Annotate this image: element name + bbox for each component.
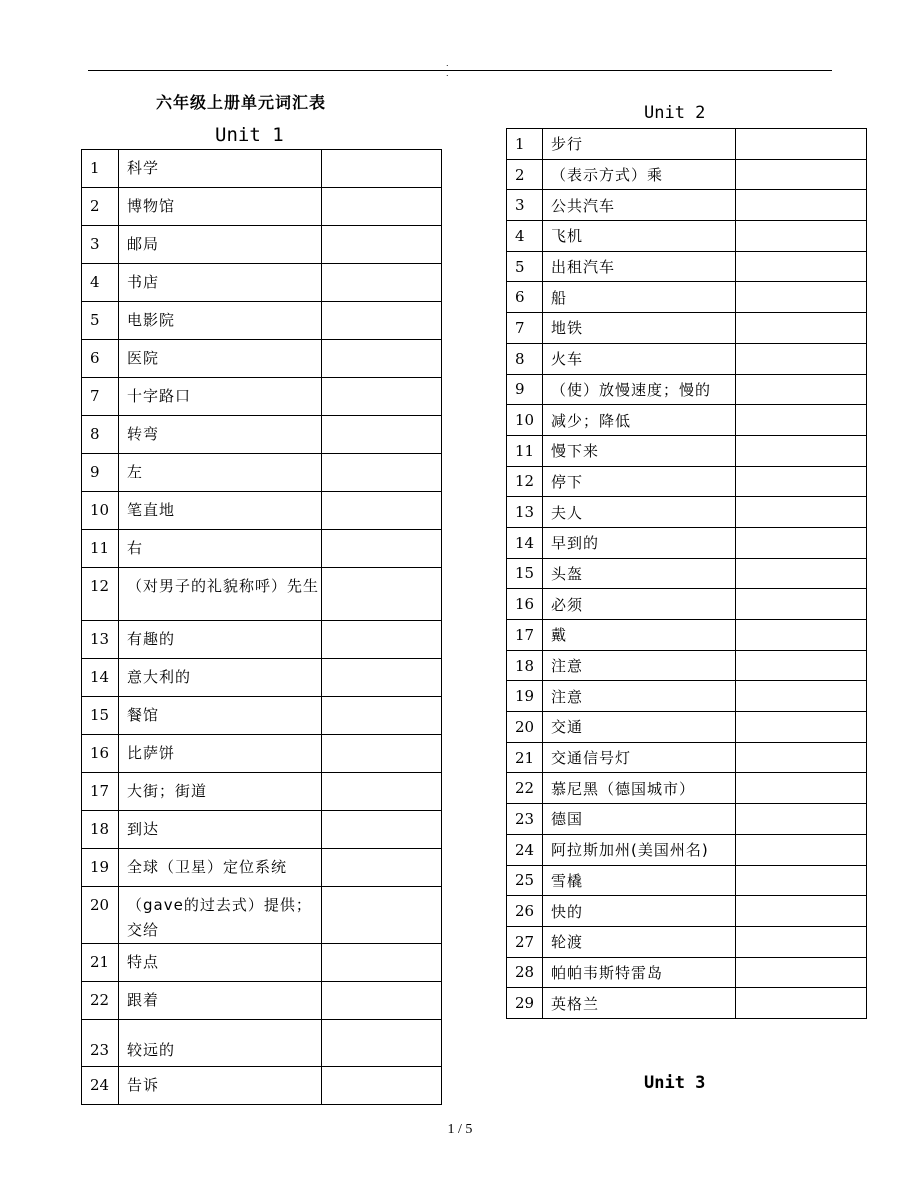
table-row — [507, 435, 867, 466]
answer-blank[interactable] — [322, 340, 442, 378]
row-number: 24 — [82, 1067, 119, 1105]
answer-blank[interactable] — [322, 492, 442, 530]
answer-blank[interactable] — [322, 226, 442, 264]
vocab-word: 阿拉斯加州(美国州名) — [543, 834, 736, 865]
row-number: 13 — [507, 497, 543, 528]
table-row — [82, 621, 442, 659]
answer-blank[interactable] — [736, 650, 867, 681]
row-number: 16 — [82, 735, 119, 773]
table-row — [82, 697, 442, 735]
table-row — [82, 773, 442, 811]
answer-blank[interactable] — [322, 378, 442, 416]
row-number: 7 — [82, 378, 119, 416]
vocab-word: 船 — [543, 282, 736, 313]
answer-blank[interactable] — [322, 887, 442, 944]
vocab-word: 必须 — [543, 589, 736, 620]
table-row — [507, 405, 867, 436]
document-title: 六年级上册单元词汇表 — [156, 93, 327, 112]
row-number: 20 — [507, 712, 543, 743]
table-row — [82, 811, 442, 849]
vocab-word: 火车 — [543, 343, 736, 374]
answer-blank[interactable] — [736, 804, 867, 835]
answer-blank[interactable] — [322, 659, 442, 697]
row-number: 1 — [507, 129, 543, 160]
vocab-word: 餐馆 — [119, 697, 322, 735]
vocab-word: 意大利的 — [119, 659, 322, 697]
row-number: 3 — [507, 190, 543, 221]
table-row — [507, 896, 867, 927]
vocab-word: 笔直地 — [119, 492, 322, 530]
table-row — [507, 620, 867, 651]
answer-blank[interactable] — [322, 454, 442, 492]
answer-blank[interactable] — [736, 558, 867, 589]
row-number: 15 — [82, 697, 119, 735]
answer-blank[interactable] — [322, 697, 442, 735]
table-row — [507, 343, 867, 374]
row-number: 9 — [507, 374, 543, 405]
answer-blank[interactable] — [736, 466, 867, 497]
row-number: 17 — [82, 773, 119, 811]
vocab-word: （使）放慢速度；慢的 — [543, 374, 736, 405]
vocab-word: 十字路口 — [119, 378, 322, 416]
vocab-word: 快的 — [543, 896, 736, 927]
table-row — [82, 659, 442, 697]
vocab-word: 早到的 — [543, 527, 736, 558]
vocab-word: 注意 — [543, 650, 736, 681]
vocab-word: 转弯 — [119, 416, 322, 454]
answer-blank[interactable] — [322, 1020, 442, 1067]
answer-blank[interactable] — [736, 589, 867, 620]
answer-blank[interactable] — [322, 150, 442, 188]
row-number: 11 — [82, 530, 119, 568]
row-number: 16 — [507, 589, 543, 620]
vocab-word: 慕尼黑（德国城市） — [543, 773, 736, 804]
table-row — [507, 190, 867, 221]
answer-blank[interactable] — [322, 735, 442, 773]
answer-blank[interactable] — [322, 568, 442, 621]
answer-blank[interactable] — [736, 251, 867, 282]
row-number: 20 — [82, 887, 119, 944]
row-number: 18 — [507, 650, 543, 681]
table-row — [507, 804, 867, 835]
vocab-word: 英格兰 — [543, 988, 736, 1019]
vocab-word: 特点 — [119, 944, 322, 982]
row-number: 4 — [82, 264, 119, 302]
table-row — [507, 988, 867, 1019]
table-row — [507, 374, 867, 405]
table-row — [507, 527, 867, 558]
vocab-word: 公共汽车 — [543, 190, 736, 221]
table-row — [82, 887, 442, 944]
table-row — [82, 735, 442, 773]
answer-blank[interactable] — [736, 896, 867, 927]
row-number: 24 — [507, 834, 543, 865]
vocab-word: 德国 — [543, 804, 736, 835]
answer-blank[interactable] — [736, 988, 867, 1019]
table-row — [82, 416, 442, 454]
vocab-word: 停下 — [543, 466, 736, 497]
unit2-title: Unit 2 — [644, 103, 706, 123]
row-number: 22 — [82, 982, 119, 1020]
vocab-word: 左 — [119, 454, 322, 492]
table-row — [507, 773, 867, 804]
row-number: 18 — [82, 811, 119, 849]
table-row — [507, 681, 867, 712]
answer-blank[interactable] — [322, 1067, 442, 1105]
vocab-word: 轮渡 — [543, 926, 736, 957]
row-number: 6 — [507, 282, 543, 313]
vocab-word: 书店 — [119, 264, 322, 302]
table-row — [507, 926, 867, 957]
table-row — [82, 1020, 442, 1067]
answer-blank[interactable] — [736, 343, 867, 374]
row-number: 17 — [507, 620, 543, 651]
vocab-word: 较远的 — [119, 1020, 322, 1067]
answer-blank[interactable] — [736, 190, 867, 221]
table-row — [507, 129, 867, 160]
answer-blank[interactable] — [736, 620, 867, 651]
row-number: 19 — [82, 849, 119, 887]
vocab-word: 注意 — [543, 681, 736, 712]
table-row — [82, 264, 442, 302]
vocab-word: （对男子的礼貌称呼）先生 — [119, 568, 322, 621]
row-number: 26 — [507, 896, 543, 927]
table-row — [507, 466, 867, 497]
table-row — [82, 568, 442, 621]
vocab-word: 告诉 — [119, 1067, 322, 1105]
vocab-word: 邮局 — [119, 226, 322, 264]
vocab-word: 地铁 — [543, 313, 736, 344]
table-row — [82, 944, 442, 982]
row-number: 29 — [507, 988, 543, 1019]
table-row — [507, 650, 867, 681]
unit3-title: Unit 3 — [644, 1073, 706, 1093]
table-row — [507, 221, 867, 252]
unit1-title: Unit 1 — [215, 124, 284, 146]
header-rule — [88, 70, 832, 71]
table-row — [82, 150, 442, 188]
answer-blank[interactable] — [736, 712, 867, 743]
row-number: 28 — [507, 957, 543, 988]
row-number: 25 — [507, 865, 543, 896]
row-number: 2 — [82, 188, 119, 226]
answer-blank[interactable] — [322, 944, 442, 982]
table-row — [507, 712, 867, 743]
table-row — [507, 865, 867, 896]
vocab-word: 夫人 — [543, 497, 736, 528]
answer-blank[interactable] — [736, 313, 867, 344]
row-number: 6 — [82, 340, 119, 378]
answer-blank[interactable] — [736, 926, 867, 957]
answer-blank[interactable] — [322, 416, 442, 454]
table-row — [507, 558, 867, 589]
answer-blank[interactable] — [736, 773, 867, 804]
answer-blank[interactable] — [736, 497, 867, 528]
table-row — [507, 957, 867, 988]
answer-blank[interactable] — [736, 527, 867, 558]
row-number: 8 — [507, 343, 543, 374]
row-number: 22 — [507, 773, 543, 804]
answer-blank[interactable] — [322, 188, 442, 226]
vocab-word: 全球（卫星）定位系统 — [119, 849, 322, 887]
vocab-word: 雪橇 — [543, 865, 736, 896]
row-number: 21 — [507, 742, 543, 773]
answer-blank[interactable] — [322, 264, 442, 302]
answer-blank[interactable] — [736, 129, 867, 160]
vocab-word: 电影院 — [119, 302, 322, 340]
answer-blank[interactable] — [322, 302, 442, 340]
answer-blank[interactable] — [736, 681, 867, 712]
row-number: 15 — [507, 558, 543, 589]
row-number: 12 — [507, 466, 543, 497]
vocab-word: 戴 — [543, 620, 736, 651]
vocab-word: （表示方式）乘 — [543, 159, 736, 190]
answer-blank[interactable] — [322, 773, 442, 811]
vocab-word: 到达 — [119, 811, 322, 849]
vocab-word: 博物馆 — [119, 188, 322, 226]
vocab-word: 科学 — [119, 150, 322, 188]
vocab-word: 飞机 — [543, 221, 736, 252]
vocab-word: 帕帕韦斯特雷岛 — [543, 957, 736, 988]
answer-blank[interactable] — [322, 811, 442, 849]
header-marks: . . — [446, 58, 467, 78]
table-row — [507, 589, 867, 620]
vocab-word: 减少；降低 — [543, 405, 736, 436]
vocab-word: 比萨饼 — [119, 735, 322, 773]
vocab-word: 步行 — [543, 129, 736, 160]
table-row — [507, 251, 867, 282]
row-number: 12 — [82, 568, 119, 621]
unit2-vocab-table — [506, 128, 867, 1019]
answer-blank[interactable] — [736, 865, 867, 896]
table-row — [82, 378, 442, 416]
row-number: 4 — [507, 221, 543, 252]
row-number: 13 — [82, 621, 119, 659]
answer-blank[interactable] — [736, 957, 867, 988]
table-row — [82, 1067, 442, 1105]
row-number: 23 — [507, 804, 543, 835]
vocab-word: 医院 — [119, 340, 322, 378]
row-number: 21 — [82, 944, 119, 982]
vocab-word: 交通 — [543, 712, 736, 743]
answer-blank[interactable] — [736, 435, 867, 466]
vocab-word: 交通信号灯 — [543, 742, 736, 773]
answer-blank[interactable] — [736, 834, 867, 865]
row-number: 11 — [507, 435, 543, 466]
table-row — [507, 497, 867, 528]
row-number: 10 — [507, 405, 543, 436]
vocab-word: （gave的过去式）提供；交给 — [119, 887, 322, 944]
vocab-word: 慢下来 — [543, 435, 736, 466]
table-row — [507, 834, 867, 865]
row-number: 7 — [507, 313, 543, 344]
row-number: 5 — [507, 251, 543, 282]
table-row — [507, 742, 867, 773]
answer-blank[interactable] — [322, 849, 442, 887]
table-row — [82, 188, 442, 226]
row-number: 14 — [82, 659, 119, 697]
table-row — [82, 982, 442, 1020]
answer-blank[interactable] — [736, 405, 867, 436]
vocab-word: 出租汽车 — [543, 251, 736, 282]
vocab-word: 有趣的 — [119, 621, 322, 659]
row-number: 23 — [82, 1020, 119, 1067]
row-number: 27 — [507, 926, 543, 957]
row-number: 3 — [82, 226, 119, 264]
answer-blank[interactable] — [736, 374, 867, 405]
table-row — [82, 302, 442, 340]
row-number: 10 — [82, 492, 119, 530]
row-number: 19 — [507, 681, 543, 712]
table-row — [82, 340, 442, 378]
vocab-word: 头盔 — [543, 558, 736, 589]
row-number: 9 — [82, 454, 119, 492]
table-row — [507, 313, 867, 344]
table-row — [82, 849, 442, 887]
vocab-word: 跟着 — [119, 982, 322, 1020]
answer-blank[interactable] — [736, 159, 867, 190]
table-row — [82, 226, 442, 264]
row-number: 2 — [507, 159, 543, 190]
table-row — [82, 530, 442, 568]
answer-blank[interactable] — [736, 282, 867, 313]
answer-blank[interactable] — [736, 742, 867, 773]
page-number: 1 / 5 — [447, 1122, 473, 1137]
answer-blank[interactable] — [322, 530, 442, 568]
row-number: 14 — [507, 527, 543, 558]
row-number: 1 — [82, 150, 119, 188]
table-row — [507, 282, 867, 313]
row-number: 8 — [82, 416, 119, 454]
vocab-word: 右 — [119, 530, 322, 568]
answer-blank[interactable] — [322, 982, 442, 1020]
unit1-vocab-table — [81, 149, 442, 1105]
row-number: 5 — [82, 302, 119, 340]
answer-blank[interactable] — [736, 221, 867, 252]
vocab-word: 大街；街道 — [119, 773, 322, 811]
answer-blank[interactable] — [322, 621, 442, 659]
table-row — [82, 492, 442, 530]
table-row — [507, 159, 867, 190]
table-row — [82, 454, 442, 492]
